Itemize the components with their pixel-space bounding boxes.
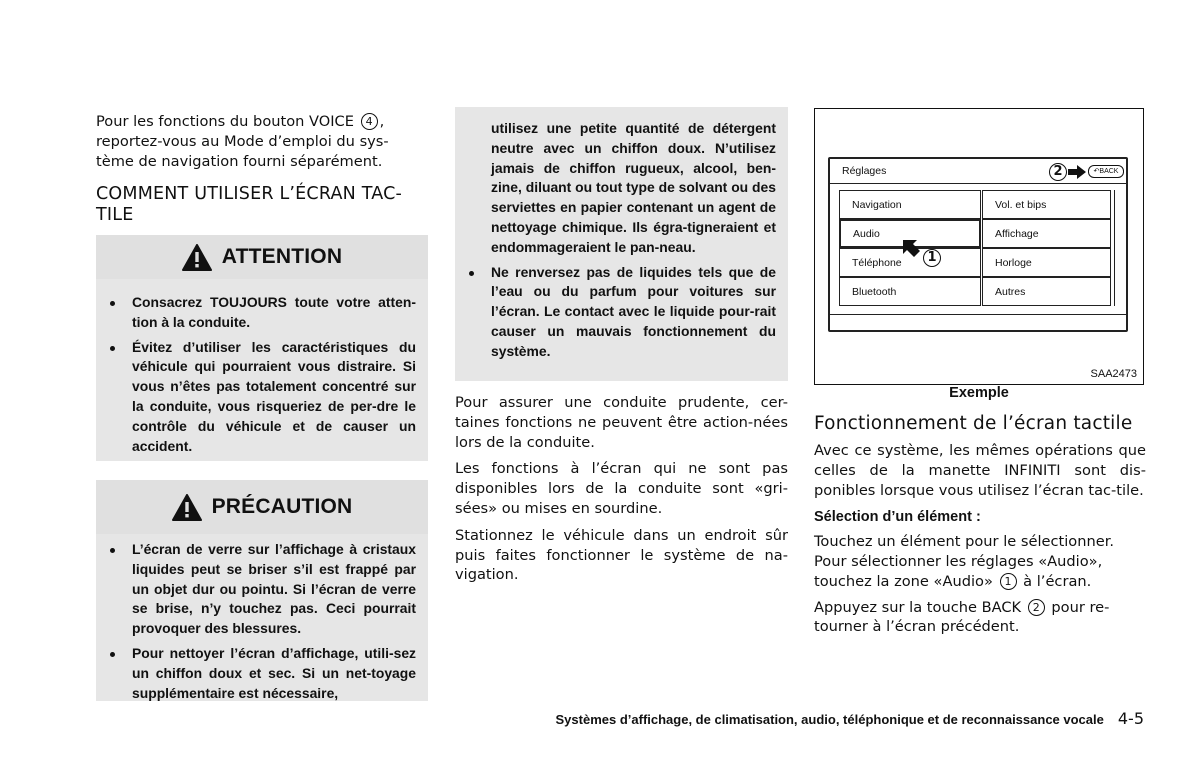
page-number: 4-5 (1117, 709, 1144, 728)
screen-title: Réglages (842, 165, 887, 177)
bullet-icon (110, 548, 115, 553)
divider (830, 314, 1126, 315)
option-label: Horloge (995, 256, 1032, 269)
attention-list (96, 293, 428, 456)
callout-1: 1 (1000, 573, 1017, 590)
bullet-icon (110, 652, 115, 657)
callout-2: 2 (1028, 599, 1045, 616)
list-item-text: Évitez d’utiliser les caractéristiques du véhicule qui pourraient vous distraire. Si vous n’êtes pas totalement concentré sur la conduite, vous risqueriez de per-dre le contrôle du véhicule et de causer un accident. (132, 338, 416, 454)
precaution-box (96, 480, 428, 701)
list-item-text: L’écran de verre sur l’affichage à cristaux liquides peut se briser s’il est frappé par un objet dur ou pointu. Si l’écran de verre se brise, n’y touchez pas. Ceci pourrait provoquer des blessures. (132, 541, 416, 637)
option-label: Bluetooth (852, 285, 897, 298)
para-line: tourner à l’écran précédent. (814, 618, 1020, 636)
attention-box (96, 235, 428, 461)
option-label: Vol. et bips (995, 198, 1047, 211)
page-footer (556, 709, 1144, 728)
divider (830, 183, 1126, 184)
option-autres[interactable] (982, 277, 1111, 306)
callout-4: 4 (361, 113, 378, 130)
section-heading (96, 184, 428, 226)
paragraph: Stationnez le véhicule dans un endroit sûr puis faites fonctionner le système de na-vigation. (455, 526, 788, 584)
list-item (96, 338, 428, 457)
precaution-header (96, 480, 428, 534)
bullet-icon (110, 301, 115, 306)
precaution-title: PRÉCAUTION (211, 495, 353, 518)
bullet-icon (469, 271, 474, 276)
option-label: Navigation (852, 198, 902, 211)
intro-paragraph (96, 112, 428, 171)
footer-text: Systèmes d’affichage, de climatisation, audio, téléphonique et de reconnaissance vocale (555, 712, 1104, 727)
section-heading-line-2: TILE (96, 205, 134, 226)
list-item (455, 263, 788, 362)
bullet-icon (110, 346, 115, 351)
figure-screen-example (814, 108, 1144, 385)
list-item (455, 119, 788, 258)
para-line: à l’écran. (1023, 572, 1092, 590)
para-line: pour re- (1051, 598, 1110, 616)
back-label: BACK (1099, 168, 1119, 175)
option-horloge[interactable] (982, 248, 1111, 277)
middle-text (455, 393, 788, 585)
list-item (96, 644, 428, 703)
option-bluetooth[interactable] (839, 277, 981, 306)
figure-caption: Exemple (949, 385, 1009, 401)
screen-frame (828, 157, 1128, 332)
options-panel (839, 190, 1111, 306)
intro-line-3: tème de navigation fourni séparément. (96, 152, 383, 170)
list-item-text: Ne renversez pas de liquides tels que de l’eau ou du parfum pour voitures sur l’écran. Le contact avec le liquide pour-rait causer un mauvais fonctionnement du système. (491, 263, 776, 359)
callout-1: 1 (923, 249, 941, 267)
para-line: touchez la zone «Audio» (814, 572, 993, 590)
pointer-arrow-icon (901, 238, 921, 258)
option-label: Autres (995, 285, 1026, 298)
option-affichage[interactable] (982, 219, 1111, 248)
section-heading-line-1: COMMENT UTILISER L’ÉCRAN TAC- (96, 184, 403, 205)
para-line: Appuyez sur la touche BACK (814, 598, 1022, 616)
right-text (814, 413, 1146, 637)
intro-comma: , (379, 113, 385, 130)
precaution-list (96, 540, 428, 703)
intro-text: Pour les fonctions du bouton VOICE (96, 113, 354, 130)
attention-header (96, 235, 428, 279)
precaution-continued-list (455, 119, 788, 362)
option-vol-bips[interactable] (982, 190, 1111, 219)
intro-line-2: reportez-vous au Mode d’emploi du sys- (96, 132, 389, 150)
paragraph (814, 598, 1146, 638)
scrollbar-track[interactable] (1114, 190, 1119, 306)
option-label: Téléphone (852, 256, 902, 269)
back-button[interactable] (1088, 165, 1124, 178)
paragraph: Les fonctions à l’écran qui ne sont pas disponibles lors de la conduite sont «gri-sées» ou mises en sourdine. (455, 460, 788, 517)
option-label: Audio (853, 227, 880, 240)
arrow-right-icon (1068, 165, 1086, 179)
list-item-text: Consacrez TOUJOURS toute votre atten-tion à la conduite. (132, 294, 416, 330)
section-heading: Fonctionnement de l’écran tactile (814, 413, 1133, 434)
figure-code: SAA2473 (1090, 368, 1137, 380)
option-label: Affichage (995, 227, 1039, 240)
precaution-continued-box (455, 107, 788, 381)
paragraph (814, 532, 1146, 591)
list-item (96, 293, 428, 333)
back-arrow-icon: ↶ (1093, 168, 1100, 175)
list-item-text: Pour nettoyer l’écran d’affichage, utili-sez un chiffon doux et sec. Si un net-toyage supplémentaire est nécessaire, (132, 644, 416, 701)
option-navigation[interactable] (839, 190, 981, 219)
para-line: Pour sélectionner les réglages «Audio», (814, 552, 1103, 570)
warning-triangle-icon (182, 244, 212, 271)
warning-triangle-icon (172, 494, 202, 521)
paragraph: Avec ce système, les mêmes opérations que celles de la manette INFINITI sont dis-ponibles lorsque vous utilisez l’écran tac-tile. (814, 442, 1146, 499)
paragraph: Pour assurer une conduite prudente, cer-taines fonctions ne peuvent être action-nées lors de la conduite. (455, 394, 788, 451)
para-line: Touchez un élément pour le sélectionner. (814, 533, 1114, 551)
subheading: Sélection d’un élément : (814, 509, 981, 526)
left-column (96, 112, 428, 226)
callout-2: 2 (1049, 163, 1067, 181)
attention-title: ATTENTION (221, 245, 343, 268)
list-item (96, 540, 428, 639)
list-item-text: utilisez une petite quantité de détergent neutre avec un chiffon doux. N’utilisez jamais de chiffon rugueux, alcool, ben-zine, diluant ou tout type de solvant ou des serviettes en papier contenant un agent de nettoyage chimique. Ils égra-tigneraient et endommageraient le pan-neau. (491, 120, 776, 255)
